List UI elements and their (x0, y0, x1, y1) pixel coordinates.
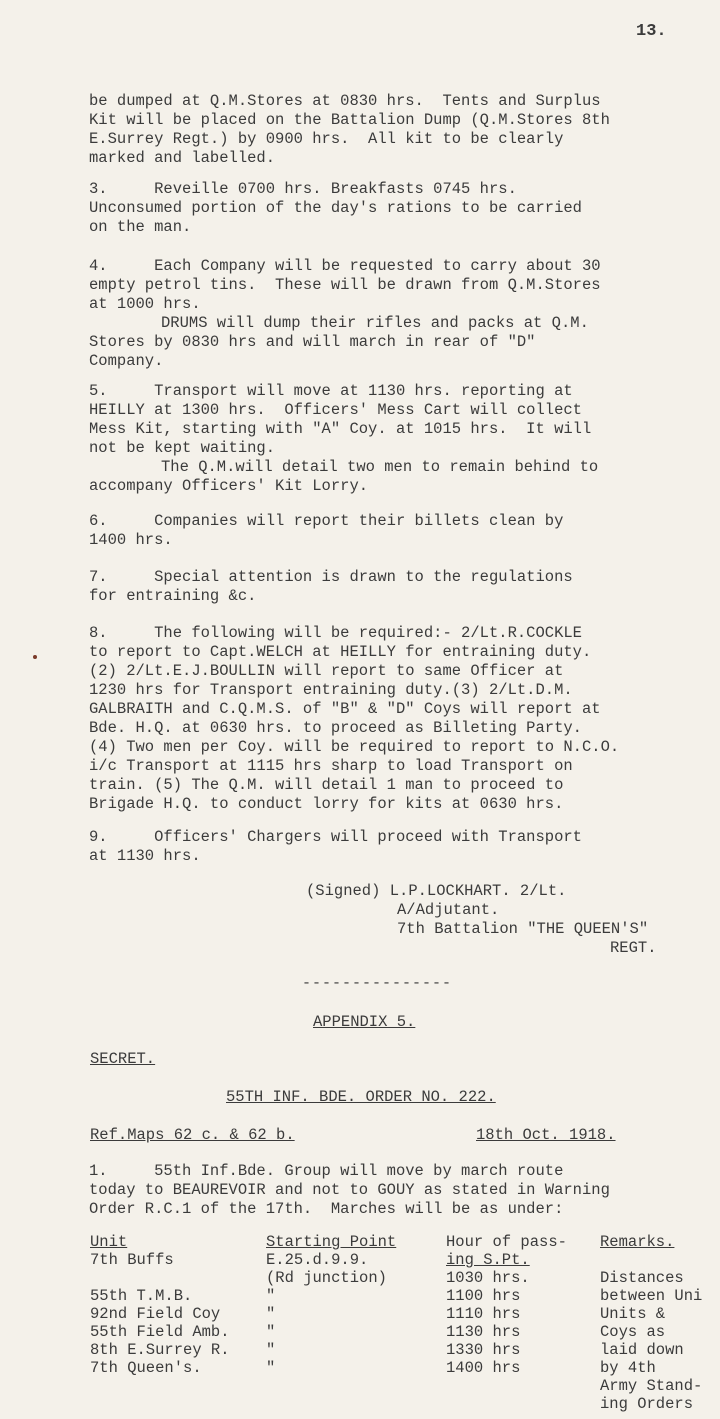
text-line: HEILLY at 1300 hrs. Officers' Mess Cart will collect (89, 401, 582, 419)
table-cell: 7th Queen's. (90, 1359, 202, 1377)
table-cell: between Uni (600, 1287, 703, 1305)
text-line: today to BEAUREVOIR and not to GOUY as stated in Warning (89, 1181, 610, 1199)
text-line: Mess Kit, starting with "A" Coy. at 1015 hrs. It will (89, 420, 592, 438)
table-cell: 8th E.Surrey R. (90, 1341, 230, 1359)
order-title: 55TH INF. BDE. ORDER NO. 222. (226, 1088, 496, 1106)
page-number: 13. (636, 22, 667, 41)
signature-line-2: A/Adjutant. (397, 901, 500, 919)
table-cell: Army Stand- (600, 1377, 703, 1395)
start-header: Starting Point (266, 1233, 397, 1251)
text-line: 1400 hrs. (89, 531, 173, 549)
text-line: be dumped at Q.M.Stores at 0830 hrs. Tents and Surplus (89, 92, 601, 110)
hour-column (446, 1233, 567, 1377)
text-line: empty petrol tins. These will be drawn from Q.M.Stores (89, 276, 601, 294)
table-cell: Distances (600, 1269, 684, 1287)
table-cell: (Rd junction) (266, 1269, 387, 1287)
ink-mark (33, 655, 37, 659)
text-line: for entraining &c. (89, 587, 257, 605)
text-line: GALBRAITH and C.Q.M.S. of "B" & "D" Coys will report at (89, 700, 601, 718)
remarks-column (600, 1233, 702, 1413)
text-line: accompany Officers' Kit Lorry. (89, 477, 369, 495)
signature-line-3: 7th Battalion "THE QUEEN'S" (397, 920, 649, 938)
text-line: (4) Two men per Coy. will be required to report to N.C.O. (89, 738, 620, 756)
hour-header: Hour of pass- (446, 1233, 567, 1251)
order-date: 18th Oct. 1918. (476, 1126, 616, 1144)
text-line: 3. Reveille 0700 hrs. Breakfasts 0745 hrs. (89, 180, 517, 198)
table-cell: ing Orders (600, 1395, 694, 1413)
table-cell: " (266, 1323, 276, 1341)
order-paragraph (89, 180, 709, 237)
text-line: Order R.C.1 of the 17th. Marches will be as under: (89, 1200, 564, 1218)
text-line: Kit will be placed on the Battalion Dump (Q.M.Stores 8th (89, 111, 610, 129)
table-cell: 1100 hrs (446, 1287, 521, 1305)
order-paragraph (89, 512, 709, 550)
order-paragraph (89, 382, 709, 496)
text-line: The Q.M.will detail two men to remain behind to (161, 458, 599, 476)
text-line: 9. Officers' Chargers will proceed with Transport (89, 828, 582, 846)
table-cell: 1330 hrs (446, 1341, 521, 1359)
order-paragraph-1 (89, 1162, 709, 1219)
text-line: 5. Transport will move at 1130 hrs. reporting at (89, 382, 573, 400)
text-line: train. (5) The Q.M. will detail 1 man to proceed to (89, 776, 564, 794)
text-line: to report to Capt.WELCH at HEILLY for entraining duty. (89, 643, 592, 661)
table-cell: laid down (600, 1341, 684, 1359)
table-cell: " (266, 1287, 276, 1305)
text-line: DRUMS will dump their rifles and packs at Q.M. (161, 314, 589, 332)
table-cell: 92nd Field Coy (90, 1305, 221, 1323)
table-cell: " (266, 1341, 276, 1359)
text-line: on the man. (89, 218, 192, 236)
text-line: 8. The following will be required:- 2/Lt.R.COCKLE (89, 624, 582, 642)
text-line: 1. 55th Inf.Bde. Group will move by march route (89, 1162, 564, 1180)
table-cell (90, 1269, 230, 1287)
ref-maps: Ref.Maps 62 c. & 62 b. (90, 1126, 295, 1144)
unit-column (90, 1233, 230, 1377)
text-line: 7. Special attention is drawn to the regulations (89, 568, 573, 586)
order-paragraph (89, 828, 709, 866)
separator: --------------- (302, 975, 453, 992)
table-cell: 1400 hrs (446, 1359, 521, 1377)
text-line: at 1000 hrs. (89, 295, 201, 313)
text-line: Bde. H.Q. at 0630 hrs. to proceed as Billeting Party. (89, 719, 582, 737)
text-line: Company. (89, 352, 164, 370)
text-line: Brigade H.Q. to conduct lorry for kits at 0630 hrs. (89, 795, 564, 813)
text-line: Unconsumed portion of the day's rations to be carried (89, 199, 582, 217)
text-line: (2) 2/Lt.E.J.BOULLIN will report to same Officer at (89, 662, 564, 680)
table-cell: Units & (600, 1305, 666, 1323)
signature-line-1: (Signed) L.P.LOCKHART. 2/Lt. (306, 882, 567, 900)
table-cell: 55th T.M.B. (90, 1287, 193, 1305)
secret-heading: SECRET. (90, 1050, 156, 1068)
table-cell: by 4th (600, 1359, 656, 1377)
text-line: at 1130 hrs. (89, 847, 201, 865)
text-line: 4. Each Company will be requested to carry about 30 (89, 257, 601, 275)
order-paragraph (89, 624, 709, 814)
table-cell: 55th Field Amb. (90, 1323, 230, 1341)
text-line: marked and labelled. (89, 149, 276, 167)
order-paragraph (89, 257, 709, 371)
table-cell: 7th Buffs (90, 1251, 174, 1269)
table-cell: 1110 hrs (446, 1305, 521, 1323)
appendix-heading: APPENDIX 5. (313, 1013, 416, 1031)
unit-header: Unit (90, 1233, 128, 1251)
order-paragraph (89, 92, 709, 168)
signature-line-4: REGT. (610, 939, 657, 957)
hour-header-2: ing S.Pt. (446, 1251, 530, 1269)
order-paragraph (89, 568, 709, 606)
start-column (266, 1233, 396, 1377)
text-line: E.Surrey Regt.) by 0900 hrs. All kit to be clearly (89, 130, 564, 148)
text-line: not be kept waiting. (89, 439, 276, 457)
remarks-header: Remarks. (600, 1233, 675, 1251)
text-line: 6. Companies will report their billets clean by (89, 512, 564, 530)
text-line: Stores by 0830 hrs and will march in rear of "D" (89, 333, 536, 351)
table-cell (600, 1251, 702, 1269)
table-cell: Coys as (600, 1323, 666, 1341)
table-cell: " (266, 1359, 276, 1377)
text-line: 1230 hrs for Transport entraining duty.(3) 2/Lt.D.M. (89, 681, 573, 699)
table-cell: 1130 hrs (446, 1323, 521, 1341)
text-line: i/c Transport at 1115 hrs sharp to load Transport on (89, 757, 573, 775)
table-cell: E.25.d.9.9. (266, 1251, 369, 1269)
table-cell: " (266, 1305, 276, 1323)
table-cell: 1030 hrs. (446, 1269, 530, 1287)
